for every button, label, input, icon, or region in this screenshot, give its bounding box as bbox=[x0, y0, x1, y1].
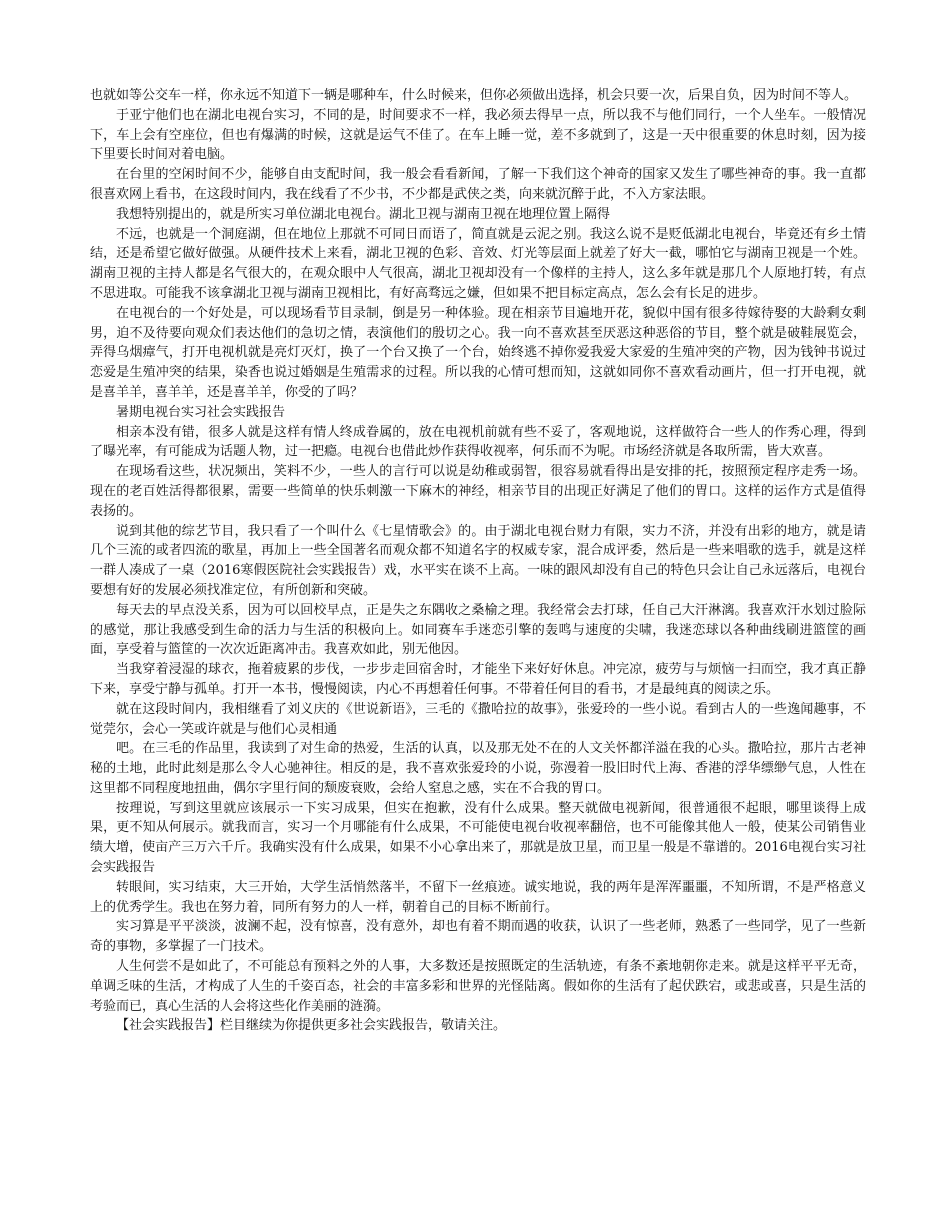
paragraph: 我想特别提出的，就是所实习单位湖北电视台。湖北卫视与湖南卫视在地理位置上隔得 bbox=[116, 206, 611, 222]
paragraph: 人生何尝不是如此了，不可能总有预料之外的人事，大多数还是按照既定的生活轨迹，有条不紊地朝你走来。就是这样平平无奇，单调乏味的生活，才构成了人生的千姿百态，社会的丰富多彩和世界的光怪陆离。假如你的生活有了起伏跌宕，或悲或喜，只是生活的考验而已，真心生活的人会将这些化作美丽的涟漪。 bbox=[90, 959, 866, 1014]
paragraph: 在台里的空闲时间不少，能够自由支配时间，我一般会看看新闻，了解一下我们这个神奇的国家又发生了哪些神奇的事。我一直都很喜欢网上看书，在这段时间内，我在线看了不少书，不少都是武侠之类，向来就沉醉于此，不入方家法眼。 bbox=[90, 167, 866, 202]
paragraph: 就在这段时间内，我相继看了刘义庆的《世说新语》，三毛的《撒哈拉的故事》，张爱玲的一些小说。看到古人的一些逸闻趣事，不觉莞尔，会心一笑或许就是与他们心灵相通 bbox=[90, 701, 866, 737]
document-body bbox=[90, 86, 866, 1036]
paragraph: 说到其他的综艺节目，我只看了一个叫什么《七星情歌会》的。由于湖北电视台财力有限，实力不济，并没有出彩的地方，就是请几个三流的或者四流的歌星，再加上一些全国著名而观众都不知道名字的权威专家，混合成评委，然后是一些来唱歌的选手，就是这样一群人凑成了一桌（2016寒假医院社会实践报告）戏，水平实在谈不上高。一味的跟风却没有自己的特色只会让自己永远落后，电视台要想有好的发展必须找准定位，有所创新和突破。 bbox=[90, 523, 866, 598]
paragraph: 按理说，写到这里就应该展示一下实习成果，但实在抱歉，没有什么成果。整天就做电视新闻，很普通很不起眼，哪里谈得上成果，更不知从何展示。就我而言，实习一个月哪能有什么成果，不可能使电视台收视率翻倍，也不可能像其他人一般，使某公司销售业绩大增，使亩产三万六千斤。我确实没有什么成果，如果不小心拿出来了，那就是放卫星，而卫星一般是不靠谱的。2016电视台实习社会实践报告 bbox=[90, 800, 866, 876]
section-heading: 暑期电视台实习社会实践报告 bbox=[116, 404, 286, 420]
paragraph: 每天去的早点没关系，因为可以回校早点，正是失之东隅收之桑榆之理。我经常会去打球，任自己大汗淋漓。我喜欢汗水划过脸际的感觉，那让我感受到生命的活力与生活的积极向上。如同赛车手迷恋引擎的轰鸣与速度的尖啸，我迷恋球以各种曲线刷进篮筐的画面，享受着与篮筐的一次次近距离冲击。我喜欢如此，别无他因。 bbox=[90, 602, 866, 658]
paragraph: 实习算是平平淡淡，波澜不起，没有惊喜，没有意外，却也有着不期而遇的收获，认识了一些老师，熟悉了一些同学，见了一些新奇的事物，多掌握了一门技术。 bbox=[90, 919, 866, 955]
paragraph: 也就如等公交车一样，你永远不知道下一辆是哪种车，什么时候来，但你必须做出选择，机会只要一次，后果自负，因为时间不等人。 bbox=[90, 88, 858, 103]
paragraph: 相亲本没有错，很多人就是这样有情人终成眷属的，放在电视机前就有些不妥了，客观地说，这样做符合一些人的作秀心理，得到了曝光率，有可能成为话题人物，过一把瘾。电视台也借此炒作获得收视率，何乐而不为呢。市场经济就是各取所需，皆大欢喜。 bbox=[90, 424, 866, 460]
paragraph: 不远，也就是一个洞庭湖，但在地位上那就不可同日而语了，简直就是云泥之别。我这么说不是贬低湖北电视台，毕竟还有乡土情结，还是希望它做好做强。从硬件技术上来看，湖北卫视的色彩、音效、灯光等层面上就差了好大一截，哪怕它与湖南卫视是一个姓。湖南卫视的主持人都是名气很大的，在观众眼中人气很高，湖北卫视却没有一个像样的主持人，这么多年就是那几个人原地打转，有点不思进取。可能我不该拿湖北卫视与湖南卫视相比，有好高骛远之嫌，但如果不把目标定高点，怎么会有长足的进步。 bbox=[90, 226, 866, 301]
closing-note: 【社会实践报告】栏目继续为你提供更多社会实践报告，敬请关注。 bbox=[116, 1018, 507, 1034]
paragraph: 在电视台的一个好处是，可以现场看节目录制，倒是另一种体验。现在相亲节目遍地开花，貌似中国有很多待嫁待娶的大龄剩女剩男，迫不及待要向观众们表达他们的急切之情，表演他们的殷切之心。我一向不喜欢甚至厌恶这种恶俗的节目，整个就是破鞋展览会，弄得乌烟瘴气，打开电视机就是亮灯灭灯，换了一个台又换了一个台，始终逃不掉你爱我爱大家爱的生殖冲突的产物，因为钱钟书说过恋爱是生殖冲突的结果，染香也说过婚姻是生殖需求的过程。所以我的心情可想而知，这就如同你不喜欢看动画片，但一打开电视，就是喜羊羊，喜羊羊，还是喜羊羊，你受的了吗？ bbox=[90, 305, 866, 400]
paragraph: 转眼间，实习结束，大三开始，大学生活悄然落半，不留下一丝痕迹。诚实地说，我的两年是浑浑噩噩，不知所谓，不是严格意义上的优秀学生。我也在努力着，同所有努力的人一样，朝着自己的目标不断前行。 bbox=[90, 879, 866, 915]
paragraph: 在现场看这些，状况频出，笑料不少，一些人的言行可以说是幼稚或弱智，很容易就看得出是安排的托，按照预定程序走秀一场。现在的老百姓活得都很累，需要一些简单的快乐刺激一下麻木的神经，相亲节目的出现正好满足了他们的胃口。这样的运作方式是值得表扬的。 bbox=[90, 464, 866, 519]
paragraph: 当我穿着浸湿的球衣，拖着疲累的步伐，一步步走回宿舍时，才能坐下来好好休息。冲完凉，疲劳与与烦恼一扫而空，我才真正静下来，享受宁静与孤单。打开一本书，慢慢阅读，内心不再想着任何事。不带着任何目的看书，才是最纯真的阅读之乐。 bbox=[90, 662, 866, 697]
paragraph: 于亚宁他们也在湖北电视台实习，不同的是，时间要求不一样，我必须去得早一点，所以我不与他们同行，一个人坐车。一般情况下，车上会有空座位，但也有爆满的时候，这就是运气不佳了。在车上睡一觉，差不多就到了，这是一天中很重要的休息时刻，因为接下里要长时间对着电脑。 bbox=[90, 107, 866, 163]
paragraph: 吧。在三毛的作品里，我读到了对生命的热爱，生活的认真，以及那无处不在的人文关怀都洋溢在我的心头。撒哈拉，那片古老神秘的土地，此时此刻是那么令人心驰神往。相反的是，我不喜欢张爱玲的小说，弥漫着一股旧时代上海、香港的浮华缥缈气息，人性在这里都不同程度地扭曲，偶尔字里行间的颓废衰败，会给人窒息之感，实在不合我的胃口。 bbox=[90, 741, 866, 796]
